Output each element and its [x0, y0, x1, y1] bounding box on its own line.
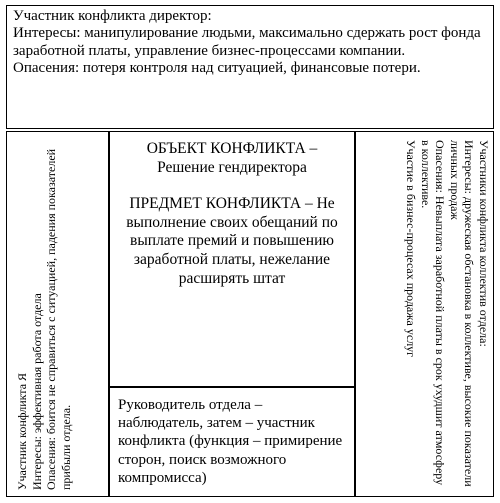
director-participant-box: [6, 5, 494, 129]
me-fears: Опасения: боится не справиться с ситуацией, падения показателей прибыли отдела.: [44, 148, 73, 490]
me-interests: Интересы: эффективная работа отдела: [29, 293, 44, 490]
team-interests: Интересы: дружеская обстановка в коллективе, высокие показатели личных продаж: [447, 140, 477, 487]
director-interests: Интересы: манипулирование людьми, максимально сдержать рост фонда заработной платы, управление бизнес-процессами компании.: [13, 25, 481, 59]
director-fears: Опасения: потеря контроля над ситуацией, финансовые потери.: [13, 60, 421, 77]
team-fears: Опасения: Невыплата заработной платы в срок ухудшит атмосферу в коллективе.: [418, 140, 448, 486]
department-head-text: Руководитель отдела – наблюдатель, затем – участник конфликта (функция – примирение сторон, поиск возможного компромисса): [118, 397, 343, 486]
conflict-subject-text: ПРЕДМЕТ КОНФЛИКТА – Не выполнение своих обещаний по выплате премий и повышению заработной платы, нежелание расширять штат: [126, 195, 338, 287]
me-title: Участник конфликта Я: [15, 372, 29, 490]
conflict-object-box: [109, 131, 355, 387]
me-participant-box: [6, 131, 109, 497]
team-title: Участники конфликта коллектив отдела:: [477, 140, 491, 347]
director-title: Участник конфликта директор:: [13, 8, 212, 24]
team-participant-box: [355, 131, 494, 497]
department-head-box: [109, 387, 355, 497]
team-participation: Участие в бизнес-процесах продажа услуг: [404, 140, 419, 358]
conflict-object-text: ОБЪЕКТ КОНФЛИКТА – Решение гендиректора: [146, 140, 318, 176]
